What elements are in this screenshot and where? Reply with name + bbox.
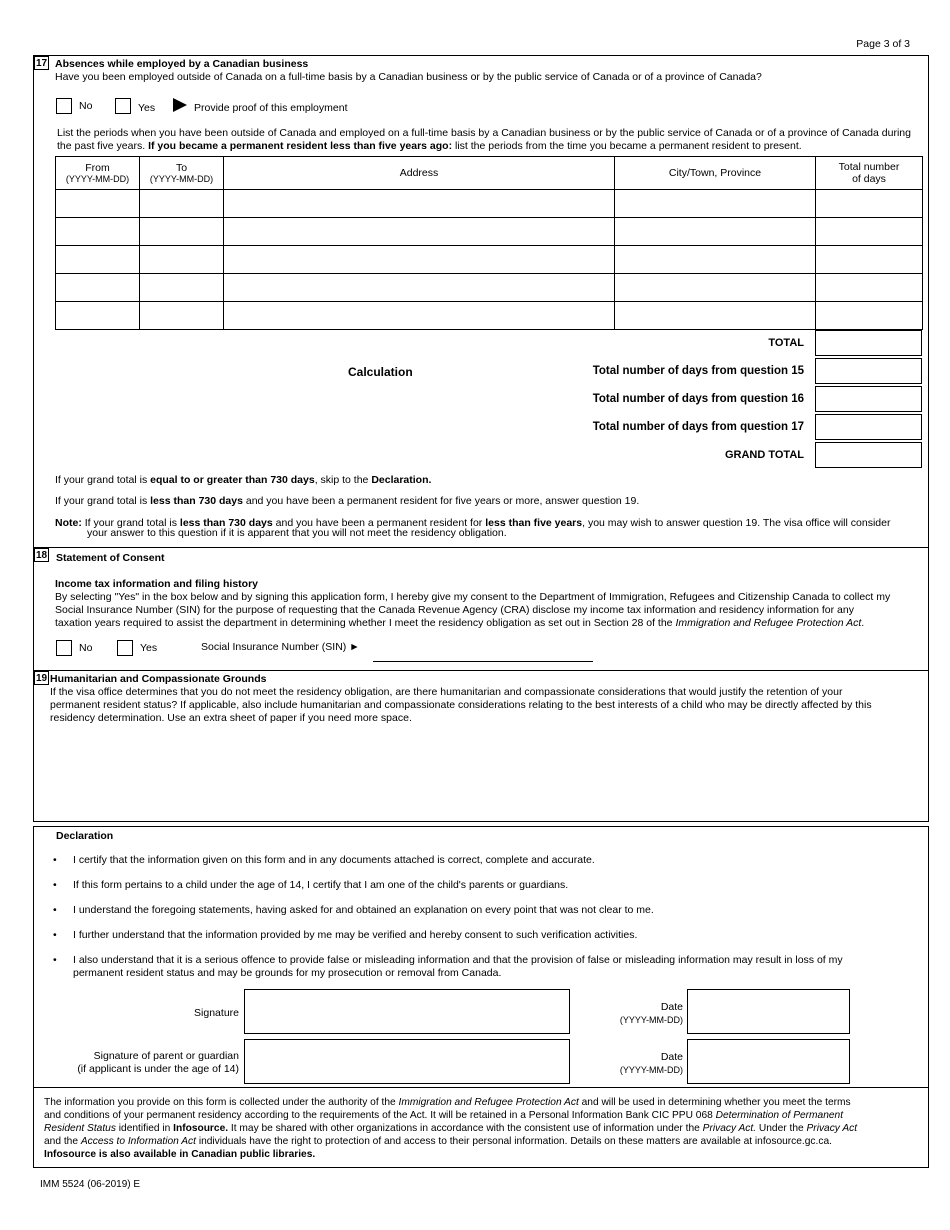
q19-answer-area[interactable] xyxy=(50,728,920,816)
form-id: IMM 5524 (06-2019) E xyxy=(40,1179,141,1190)
declaration-item-3: I understand the foregoing statements, having asked for and obtained an explanation on every point that was not clear to me. xyxy=(73,904,654,916)
q17-no-checkbox[interactable] xyxy=(56,98,72,114)
date-label-1: Date (YYYY-MM-DD) xyxy=(619,1001,683,1025)
q17-proof-label: Provide proof of this employment xyxy=(194,102,348,114)
q18-consent-text: By selecting "Yes" in the box below and by signing this application form, I hereby give my consent to the Department of Immigration, Refugees and Citizenship Canada to collect my Social Insurance Number (SIN) for the purpose of requesting that the Canada Revenue Agency (CRA) disclose my income tax information and residency information for any taxation years required to assist the department in determining whether I meet the residency obligation as set out in Section 28 of the Immigration and Refugee Protection Act. xyxy=(55,591,891,629)
q18-yes-label: Yes xyxy=(140,642,158,654)
days-cell[interactable] xyxy=(816,190,923,218)
q16-days-label: Total number of days from question 16 xyxy=(592,393,804,405)
total-input[interactable] xyxy=(815,330,922,356)
city-cell[interactable] xyxy=(615,302,816,330)
privacy-notice: The information you provide on this form is collected under the authority of the Immigration and Refugee Protection Act and will be used in determining whether you meet the terms and conditions of your permanent residency according to the requirements of the Act. It will be retained in a Personal Information Bank CIC PPU 068 Determination of Permanent Resident Status identified in Infosource. It may be shared with other organizations in accordance with the consistent use of information under the Privacy Act. Under the Privacy Act and the Access to Information Act individuals have the right to protection of and access to their personal information. Details on these matters are available at infosource.gc.ca. Infosource is also available in Canadian public libraries. xyxy=(44,1097,858,1160)
to-cell[interactable] xyxy=(140,218,224,246)
q18-yes-checkbox[interactable] xyxy=(117,640,133,656)
col-from: From (YYYY-MM-DD) xyxy=(56,157,140,190)
col-total-days: Total number of days xyxy=(816,157,923,190)
grand-total-label: GRAND TOTAL xyxy=(724,449,804,461)
table-row xyxy=(56,246,923,274)
q16-days-input[interactable] xyxy=(815,386,922,412)
from-cell[interactable] xyxy=(56,190,140,218)
address-cell[interactable] xyxy=(224,190,615,218)
table-row xyxy=(56,218,923,246)
q17-days-input[interactable] xyxy=(815,414,922,440)
arrow-right-icon xyxy=(173,98,187,112)
city-cell[interactable] xyxy=(615,190,816,218)
bullet-4: • xyxy=(53,929,57,941)
days-cell[interactable] xyxy=(816,302,923,330)
signature-label: Signature xyxy=(194,1007,239,1019)
q18-subtitle: Income tax information and filing history xyxy=(55,578,259,590)
city-cell[interactable] xyxy=(615,246,816,274)
total-label: TOTAL xyxy=(768,337,804,349)
sin-input[interactable] xyxy=(373,645,593,662)
date-label-2: Date (YYYY-MM-DD) xyxy=(619,1051,683,1075)
q17-yes-label: Yes xyxy=(138,102,156,114)
address-cell[interactable] xyxy=(224,218,615,246)
q17-yes-checkbox[interactable] xyxy=(115,98,131,114)
to-cell[interactable] xyxy=(140,302,224,330)
q17-question: Have you been employed outside of Canada on a full-time basis by a Canadian business or by the public service of Canada or of a province of Canada? xyxy=(55,71,762,83)
calculation-title: Calculation xyxy=(348,365,413,379)
from-cell[interactable] xyxy=(56,246,140,274)
city-cell[interactable] xyxy=(615,274,816,302)
from-cell[interactable] xyxy=(56,218,140,246)
bullet-5: • xyxy=(53,954,57,966)
col-city: City/Town, Province xyxy=(615,157,816,190)
q19-number: 19 xyxy=(35,673,48,684)
from-cell[interactable] xyxy=(56,274,140,302)
city-cell[interactable] xyxy=(615,218,816,246)
bullet-1: • xyxy=(53,854,57,866)
q19-question: If the visa office determines that you do not meet the residency obligation, are there humanitarian and compassionate considerations that would justify the retention of your permanent resident status? If applicable, also include humanitarian and compassionate considerations relating to the best interests of a child who may be directly affected by this residency determination. Use an extra sheet of paper if you need more space. xyxy=(50,686,872,724)
declaration-item-2: If this form pertains to a child under the age of 14, I certify that I am one of the child's parents or guardians. xyxy=(73,879,569,891)
from-cell[interactable] xyxy=(56,302,140,330)
q15-days-label: Total number of days from question 15 xyxy=(592,365,804,377)
to-cell[interactable] xyxy=(140,246,224,274)
bullet-2: • xyxy=(53,879,57,891)
q19-title: Humanitarian and Compassionate Grounds xyxy=(50,673,267,685)
signature-input[interactable] xyxy=(244,989,570,1034)
table-row xyxy=(56,190,923,218)
q17-title: Absences while employed by a Canadian business xyxy=(55,58,309,70)
table-row xyxy=(56,274,923,302)
declaration-item-1: I certify that the information given on this form and in any documents attached is correct, complete and accurate. xyxy=(73,854,595,866)
date-input-1[interactable] xyxy=(687,989,850,1034)
q18-number: 18 xyxy=(35,550,48,561)
col-address: Address xyxy=(224,157,615,190)
days-cell[interactable] xyxy=(816,274,923,302)
address-cell[interactable] xyxy=(224,274,615,302)
q18-no-label: No xyxy=(79,642,93,654)
q18-no-checkbox[interactable] xyxy=(56,640,72,656)
declaration-item-4: I further understand that the information provided by me may be verified and hereby consent to such verification activities. xyxy=(73,929,638,941)
q17-no-label: No xyxy=(79,100,93,112)
grand-note-2: If your grand total is less than 730 days and you have been a permanent resident for five years or more, answer question 19. xyxy=(55,495,640,507)
col-to: To (YYYY-MM-DD) xyxy=(140,157,224,190)
q18-title: Statement of Consent xyxy=(56,552,165,564)
days-cell[interactable] xyxy=(816,246,923,274)
date-input-2[interactable] xyxy=(687,1039,850,1084)
to-cell[interactable] xyxy=(140,274,224,302)
q17-instruction: List the periods when you have been outside of Canada and employed on a full-time basis by a Canadian business or by the public service of Canada or of a province of Canada during the past five years. If you became a permanent resident less than five years ago: list the periods from the time you became a permanent resident to present. xyxy=(57,127,911,152)
parent-signature-input[interactable] xyxy=(244,1039,570,1084)
parent-signature-label: Signature of parent or guardian (if applicant is under the age of 14) xyxy=(77,1050,239,1075)
to-cell[interactable] xyxy=(140,190,224,218)
sin-label: Social Insurance Number (SIN) ► xyxy=(201,641,360,653)
days-cell[interactable] xyxy=(816,218,923,246)
table-row xyxy=(56,302,923,330)
bullet-3: • xyxy=(53,904,57,916)
grand-total-input[interactable] xyxy=(815,442,922,468)
q17-number: 17 xyxy=(35,58,48,69)
address-cell[interactable] xyxy=(224,302,615,330)
declaration-title: Declaration xyxy=(56,830,114,842)
q17-days-label: Total number of days from question 17 xyxy=(592,421,804,433)
q17-periods-table xyxy=(55,156,923,330)
grand-note-3: Note: If your grand total is less than 730 days and you have been a permanent resident for less than five years, you may wish to answer question 19. The visa office will consider your answer to this question if it is apparent that you will not meet the residency obligation. xyxy=(55,517,891,539)
declaration-item-5: I also understand that it is a serious offence to provide false or misleading information and that the provision of false or misleading information may result in loss of my permanent resident status and may be grounds for my prosecution or removal from Canada. xyxy=(73,954,843,979)
q15-days-input[interactable] xyxy=(815,358,922,384)
page-number: Page 3 of 3 xyxy=(856,38,910,50)
address-cell[interactable] xyxy=(224,246,615,274)
grand-note-1: If your grand total is equal to or greater than 730 days, skip to the Declaration. xyxy=(55,474,432,486)
